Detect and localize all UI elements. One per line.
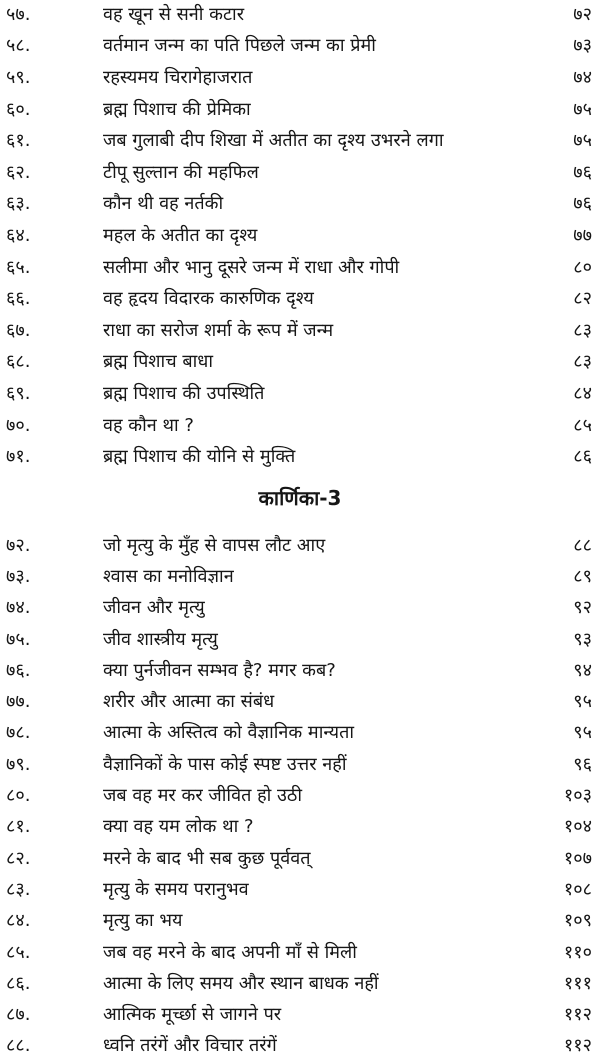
toc-entry xyxy=(0,623,600,654)
toc-entry xyxy=(0,346,600,378)
entry-page: ११० xyxy=(563,941,592,963)
entry-page: ९५ xyxy=(573,722,592,744)
entry-title: वर्तमान जन्म का पति पिछले जन्म का प्रेमी xyxy=(103,35,376,57)
entry-page: ७३ xyxy=(573,35,592,57)
toc-entry xyxy=(0,873,600,904)
entry-title: जीव शास्त्रीय मृत्यु xyxy=(103,628,218,650)
toc-entry xyxy=(0,905,600,936)
toc-entry xyxy=(0,592,600,623)
entry-title: ब्रह्म पिशाच की योनि से मुक्ति xyxy=(103,446,296,468)
toc-entry xyxy=(0,529,600,560)
entry-number: ७९. xyxy=(6,753,31,775)
entry-number: ५९. xyxy=(6,66,31,88)
entry-title: जो मृत्यु के मुँह से वापस लौट आए xyxy=(103,534,326,556)
entry-title: आत्मिक मूर्च्छा से जागने पर xyxy=(103,1004,282,1026)
entry-number: ८०. xyxy=(6,785,31,807)
entry-title: मृत्यु के समय परानुभव xyxy=(103,878,249,900)
entry-number: ७४. xyxy=(6,597,31,619)
entry-page: ८३ xyxy=(573,351,592,373)
entry-number: ६३. xyxy=(6,193,31,215)
entry-number: ७१. xyxy=(6,446,31,468)
entry-page: १०७ xyxy=(563,847,592,869)
entry-title: रहस्यमय चिरागेहाजरात xyxy=(103,66,253,88)
entry-number: ८३. xyxy=(6,878,31,900)
toc-entry xyxy=(0,936,600,967)
entry-title: सलीमा और भानु दूसरे जन्म में राधा और गोपी xyxy=(103,256,400,278)
toc-entry xyxy=(0,560,600,591)
entry-title: वैज्ञानिकों के पास कोई स्पष्ट उत्तर नहीं xyxy=(103,753,347,775)
entry-title: आत्मा के अस्तित्व को वैज्ञानिक मान्यता xyxy=(103,722,355,744)
entry-title: आत्मा के लिए समय और स्थान बाधक नहीं xyxy=(103,972,379,994)
entry-page: ७४ xyxy=(573,66,592,88)
entry-number: ८४. xyxy=(6,910,31,932)
entry-number: ८७. xyxy=(6,1004,31,1026)
entry-title: ब्रह्म पिशाच की उपस्थिति xyxy=(103,382,265,404)
toc-entry xyxy=(0,0,600,30)
entry-title: वह हृदय विदारक कारुणिक दृश्य xyxy=(103,288,314,310)
toc-entry xyxy=(0,314,600,346)
entry-number: ५८. xyxy=(6,35,31,57)
entry-page: ७६ xyxy=(573,193,592,215)
entry-number: ८१. xyxy=(6,816,31,838)
entry-page: ७६ xyxy=(573,161,592,183)
entry-number: ६५. xyxy=(6,256,31,278)
entry-title: जीवन और मृत्यु xyxy=(103,597,205,619)
entry-number: ८५. xyxy=(6,941,31,963)
entry-page: ९२ xyxy=(573,597,592,619)
toc-entry xyxy=(0,998,600,1029)
toc-entry xyxy=(0,654,600,685)
entry-number: ५७. xyxy=(6,3,31,25)
entry-page: ८५ xyxy=(573,414,592,436)
toc-entry xyxy=(0,748,600,779)
toc-entry xyxy=(0,842,600,873)
entry-page: ९६ xyxy=(573,753,592,775)
toc-entry xyxy=(0,377,600,409)
entry-page: ७२ xyxy=(573,3,592,25)
entry-number: ६४. xyxy=(6,224,31,246)
entry-page: १११ xyxy=(563,972,592,994)
toc-entry xyxy=(0,93,600,125)
toc-entry xyxy=(0,779,600,810)
toc-entry xyxy=(0,967,600,998)
entry-title: ब्रह्म पिशाच की प्रेमिका xyxy=(103,98,251,120)
toc-entry xyxy=(0,251,600,283)
entry-number: ६७. xyxy=(6,319,31,341)
entry-number: ६६. xyxy=(6,288,31,310)
entry-title: जब वह मर कर जीवित हो उठी xyxy=(103,785,302,807)
entry-page: ९५ xyxy=(573,691,592,713)
entry-number: ७३. xyxy=(6,565,31,587)
entry-page: १०९ xyxy=(563,910,592,932)
entry-page: ११२ xyxy=(563,1004,592,1026)
entry-page: ७५ xyxy=(573,98,592,120)
entry-title: मरने के बाद भी सब कुछ पूर्ववत् xyxy=(103,847,311,869)
entry-number: ६२. xyxy=(6,161,31,183)
entry-title: कौन थी वह नर्तकी xyxy=(103,193,224,215)
entry-number: ७०. xyxy=(6,414,31,436)
entry-number: ६८. xyxy=(6,351,31,373)
entry-number: ७२. xyxy=(6,534,31,556)
entry-page: १०८ xyxy=(563,878,592,900)
toc-entry xyxy=(0,188,600,220)
entry-page: ९४ xyxy=(573,659,592,681)
entry-title: क्या वह यम लोक था ? xyxy=(103,816,254,838)
entry-number: ७५. xyxy=(6,628,31,650)
toc-entry xyxy=(0,811,600,842)
entry-page: ८२ xyxy=(573,288,592,310)
toc-entry xyxy=(0,156,600,188)
entry-title: जब वह मरने के बाद अपनी माँ से मिली xyxy=(103,941,357,963)
entry-page: ८९ xyxy=(573,565,592,587)
entry-page: ८६ xyxy=(573,446,592,468)
section-heading: कार्णिका-3 xyxy=(258,486,342,510)
toc-section-1 xyxy=(0,0,600,472)
toc-entry xyxy=(0,219,600,251)
entry-title: राधा का सरोज शर्मा के रूप में जन्म xyxy=(103,319,334,341)
entry-page: ८३ xyxy=(573,319,592,341)
entry-title: श्वास का मनोविज्ञान xyxy=(103,565,234,587)
entry-number: ८२. xyxy=(6,847,31,869)
toc-section-2 xyxy=(0,529,600,1061)
entry-number: ६०. xyxy=(6,98,31,120)
entry-number: ६१. xyxy=(6,130,31,152)
entry-number: ६९. xyxy=(6,382,31,404)
toc-entry xyxy=(0,409,600,441)
toc-entry xyxy=(0,685,600,716)
toc-entry xyxy=(0,61,600,93)
entry-number: ८८. xyxy=(6,1035,31,1057)
entry-page: ८० xyxy=(573,256,592,278)
entry-title: क्या पुर्नजीवन सम्भव है? मगर कब? xyxy=(103,659,336,681)
entry-page: १०४ xyxy=(563,816,592,838)
entry-page: १०३ xyxy=(563,785,592,807)
toc-entry xyxy=(0,440,600,472)
entry-title: वह कौन था ? xyxy=(103,414,194,436)
entry-number: ७६. xyxy=(6,659,31,681)
entry-title: मृत्यु का भय xyxy=(103,910,183,932)
entry-page: ८८ xyxy=(573,534,592,556)
entry-title: महल के अतीत का दृश्य xyxy=(103,224,258,246)
toc-entry xyxy=(0,30,600,62)
entry-title: शरीर और आत्मा का संबंध xyxy=(103,691,275,713)
toc-entry xyxy=(0,717,600,748)
entry-number: ८६. xyxy=(6,972,31,994)
entry-number: ७७. xyxy=(6,691,31,713)
toc-entry xyxy=(0,124,600,156)
entry-title: जब गुलाबी दीप शिखा में अतीत का दृश्य उभरने लगा xyxy=(103,130,444,152)
entry-title: ब्रह्म पिशाच बाधा xyxy=(103,351,214,373)
entry-page: ७५ xyxy=(573,130,592,152)
entry-page: ७७ xyxy=(573,224,592,246)
entry-page: ८४ xyxy=(573,382,592,404)
entry-title: वह खून से सनी कटार xyxy=(103,3,245,25)
toc-entry xyxy=(0,282,600,314)
entry-title: ध्वनि तरंगें और विचार तरंगें xyxy=(103,1035,277,1057)
entry-page: ११२ xyxy=(563,1035,592,1057)
entry-title: टीपू सुल्तान की महफिल xyxy=(103,161,259,183)
entry-number: ७८. xyxy=(6,722,31,744)
toc-entry xyxy=(0,1030,600,1061)
entry-page: ९३ xyxy=(573,628,592,650)
